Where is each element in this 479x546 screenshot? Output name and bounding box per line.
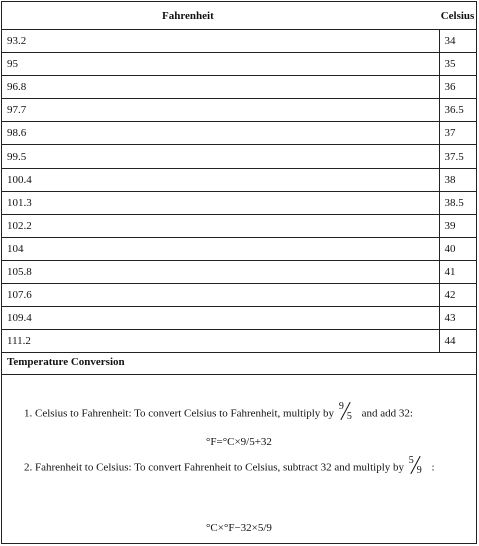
fahrenheit-cell: 111.2: [2, 330, 439, 353]
fahrenheit-cell: 95: [2, 53, 439, 76]
conversion-table: [2, 2, 476, 353]
celsius-cell: 36.5: [439, 99, 476, 122]
fahrenheit-cell: 109.4: [2, 307, 439, 330]
fahrenheit-cell: 100.4: [2, 168, 439, 191]
fahrenheit-cell: 93.2: [2, 30, 439, 53]
fahrenheit-cell: 97.7: [2, 99, 439, 122]
table-row: [2, 307, 476, 330]
table-row: [2, 284, 476, 307]
celsius-cell: 35: [439, 53, 476, 76]
celsius-cell: 38.5: [439, 191, 476, 214]
celsius-cell: 34: [439, 30, 476, 53]
table-row: [2, 145, 476, 168]
table-row: [2, 214, 476, 237]
section-title: Temperature Conversion: [2, 351, 476, 375]
fraction-numerator: 5: [408, 455, 414, 466]
instruction-text: 2. Fahrenheit to Celsius: To convert Fahrenheit to Celsius, subtract 32 and multiply by: [24, 461, 405, 474]
celsius-to-fahrenheit-instruction: [24, 401, 413, 423]
celsius-cell: 43: [439, 307, 476, 330]
instruction-text: 1. Celsius to Fahrenheit: To convert Celsius to Fahrenheit, multiply by: [24, 407, 335, 420]
table-row: [2, 122, 476, 145]
table-row: [2, 76, 476, 99]
celsius-header: Celsius: [439, 2, 476, 30]
celsius-cell: 41: [439, 260, 476, 283]
fraction-numerator: 9: [338, 401, 344, 412]
fahrenheit-cell: 101.3: [2, 191, 439, 214]
fraction-five-ninths: [408, 455, 427, 477]
celsius-cell: 39: [439, 214, 476, 237]
table-row: [2, 330, 476, 353]
fahrenheit-cell: 102.2: [2, 214, 439, 237]
table-row: [2, 260, 476, 283]
fahrenheit-cell: 104: [2, 237, 439, 260]
fraction-denominator: 5: [346, 411, 352, 422]
celsius-cell: 44: [439, 330, 476, 353]
table-row: [2, 99, 476, 122]
celsius-cell: 37: [439, 122, 476, 145]
celsius-cell: 40: [439, 237, 476, 260]
celsius-cell: 36: [439, 76, 476, 99]
fahrenheit-cell: 99.5: [2, 145, 439, 168]
fahrenheit-cell: 98.6: [2, 122, 439, 145]
fahrenheit-header: Fahrenheit: [2, 2, 439, 30]
fahrenheit-to-celsius-instruction: [24, 455, 435, 477]
conversion-section: [2, 351, 476, 375]
table-row: [2, 191, 476, 214]
celsius-cell: 38: [439, 168, 476, 191]
formula-fahrenheit-to-celsius: °C×°F−32×5/9: [206, 522, 272, 534]
table-row: [2, 30, 476, 53]
table-header-row: [2, 2, 476, 30]
instruction-tail: and add 32:: [361, 407, 413, 420]
fraction-denominator: 9: [416, 465, 422, 476]
instruction-tail: :: [431, 461, 435, 474]
fraction-nine-fifths: [338, 401, 357, 423]
table-row: [2, 53, 476, 76]
table-row: [2, 237, 476, 260]
celsius-cell: 37.5: [439, 145, 476, 168]
fahrenheit-cell: 105.8: [2, 260, 439, 283]
fahrenheit-cell: 107.6: [2, 284, 439, 307]
table-row: [2, 168, 476, 191]
celsius-cell: 42: [439, 284, 476, 307]
formula-celsius-to-fahrenheit: °F=°C×9/5+32: [206, 436, 272, 448]
fahrenheit-cell: 96.8: [2, 76, 439, 99]
